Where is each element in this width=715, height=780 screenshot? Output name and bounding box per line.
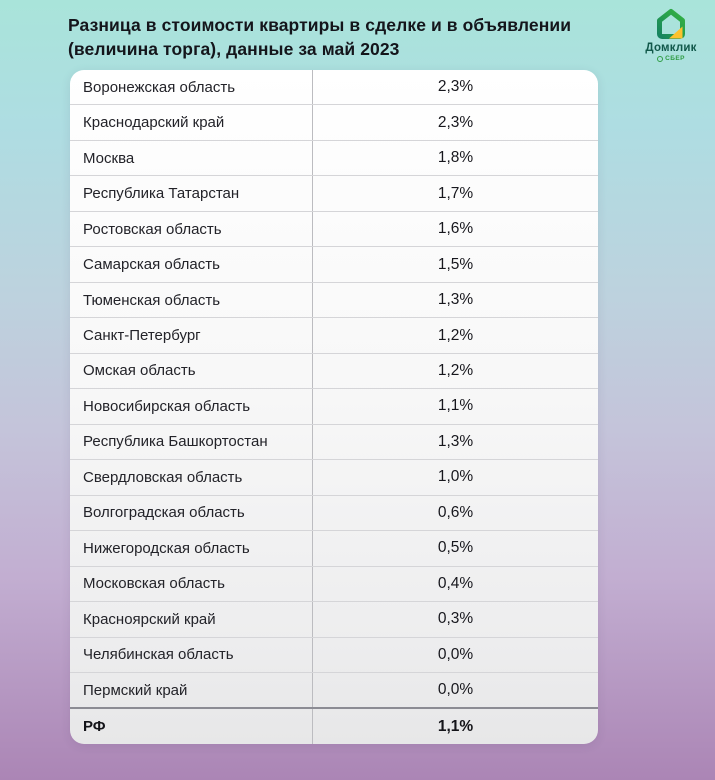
value-cell: 1,5% bbox=[437, 255, 474, 273]
table-row bbox=[70, 530, 598, 565]
region-cell: Тюменская область bbox=[70, 283, 313, 317]
value-cell: 1,8% bbox=[437, 149, 474, 167]
table-row bbox=[70, 459, 598, 494]
region-cell: РФ bbox=[70, 709, 313, 743]
header bbox=[0, 0, 715, 70]
value-cell: 1,2% bbox=[437, 326, 474, 344]
value-cell: 1,6% bbox=[437, 220, 474, 238]
value-cell: 1,1% bbox=[437, 717, 474, 735]
table-row bbox=[70, 566, 598, 601]
region-cell: Ростовская область bbox=[70, 212, 313, 246]
table-row bbox=[70, 495, 598, 530]
page-title-line1: Разница в стоимости квартиры в сделке и в объявлении bbox=[68, 15, 572, 35]
region-cell: Волгоградская область bbox=[70, 496, 313, 530]
value-cell: 1,7% bbox=[437, 184, 474, 202]
table-row bbox=[70, 353, 598, 388]
sber-badge bbox=[657, 55, 685, 62]
sber-circle-icon bbox=[657, 56, 663, 62]
table-row bbox=[70, 175, 598, 210]
region-cell: Самарская область bbox=[70, 247, 313, 281]
table-row bbox=[70, 424, 598, 459]
region-cell: Челябинская область bbox=[70, 638, 313, 672]
region-cell: Нижегородская область bbox=[70, 531, 313, 565]
value-cell: 0,5% bbox=[437, 539, 474, 557]
table-row bbox=[70, 282, 598, 317]
table-row bbox=[70, 707, 598, 743]
table-row bbox=[70, 317, 598, 352]
domclick-house-icon bbox=[653, 7, 689, 41]
table-row bbox=[70, 70, 598, 104]
value-cell: 1,2% bbox=[437, 361, 474, 379]
domclick-logo bbox=[639, 7, 703, 62]
value-cell: 1,3% bbox=[437, 291, 474, 309]
table-row bbox=[70, 601, 598, 636]
region-cell: Республика Башкортостан bbox=[70, 425, 313, 459]
region-cell: Санкт-Петербург bbox=[70, 318, 313, 352]
value-cell: 2,3% bbox=[437, 78, 474, 96]
value-cell: 0,6% bbox=[437, 503, 474, 521]
table-row bbox=[70, 246, 598, 281]
region-cell: Республика Татарстан bbox=[70, 176, 313, 210]
table-row bbox=[70, 672, 598, 707]
region-cell: Красноярский край bbox=[70, 602, 313, 636]
value-cell: 2,3% bbox=[437, 113, 474, 131]
value-cell: 1,3% bbox=[437, 432, 474, 450]
value-cell: 1,0% bbox=[437, 468, 474, 486]
region-cell: Новосибирская область bbox=[70, 389, 313, 423]
value-cell: 0,0% bbox=[437, 681, 474, 699]
table-row bbox=[70, 211, 598, 246]
region-cell: Краснодарский край bbox=[70, 105, 313, 139]
region-cell: Омская область bbox=[70, 354, 313, 388]
table-row bbox=[70, 140, 598, 175]
domclick-wordmark: Домклик bbox=[645, 42, 697, 54]
value-cell: 1,1% bbox=[437, 397, 474, 415]
value-cell: 0,4% bbox=[437, 574, 474, 592]
region-cell: Московская область bbox=[70, 567, 313, 601]
region-cell: Пермский край bbox=[70, 673, 313, 707]
page-title bbox=[68, 13, 628, 61]
table-row bbox=[70, 388, 598, 423]
table-row bbox=[70, 104, 598, 139]
value-cell: 0,0% bbox=[437, 645, 474, 663]
region-cell: Москва bbox=[70, 141, 313, 175]
regions-table-body bbox=[70, 70, 598, 744]
regions-table bbox=[70, 70, 598, 744]
page-title-line2: (величина торга), данные за май 2023 bbox=[68, 39, 400, 59]
value-cell: 0,3% bbox=[437, 610, 474, 628]
table-row bbox=[70, 637, 598, 672]
sber-wordmark: СБЕР bbox=[665, 55, 685, 62]
region-cell: Воронежская область bbox=[70, 70, 313, 104]
region-cell: Свердловская область bbox=[70, 460, 313, 494]
